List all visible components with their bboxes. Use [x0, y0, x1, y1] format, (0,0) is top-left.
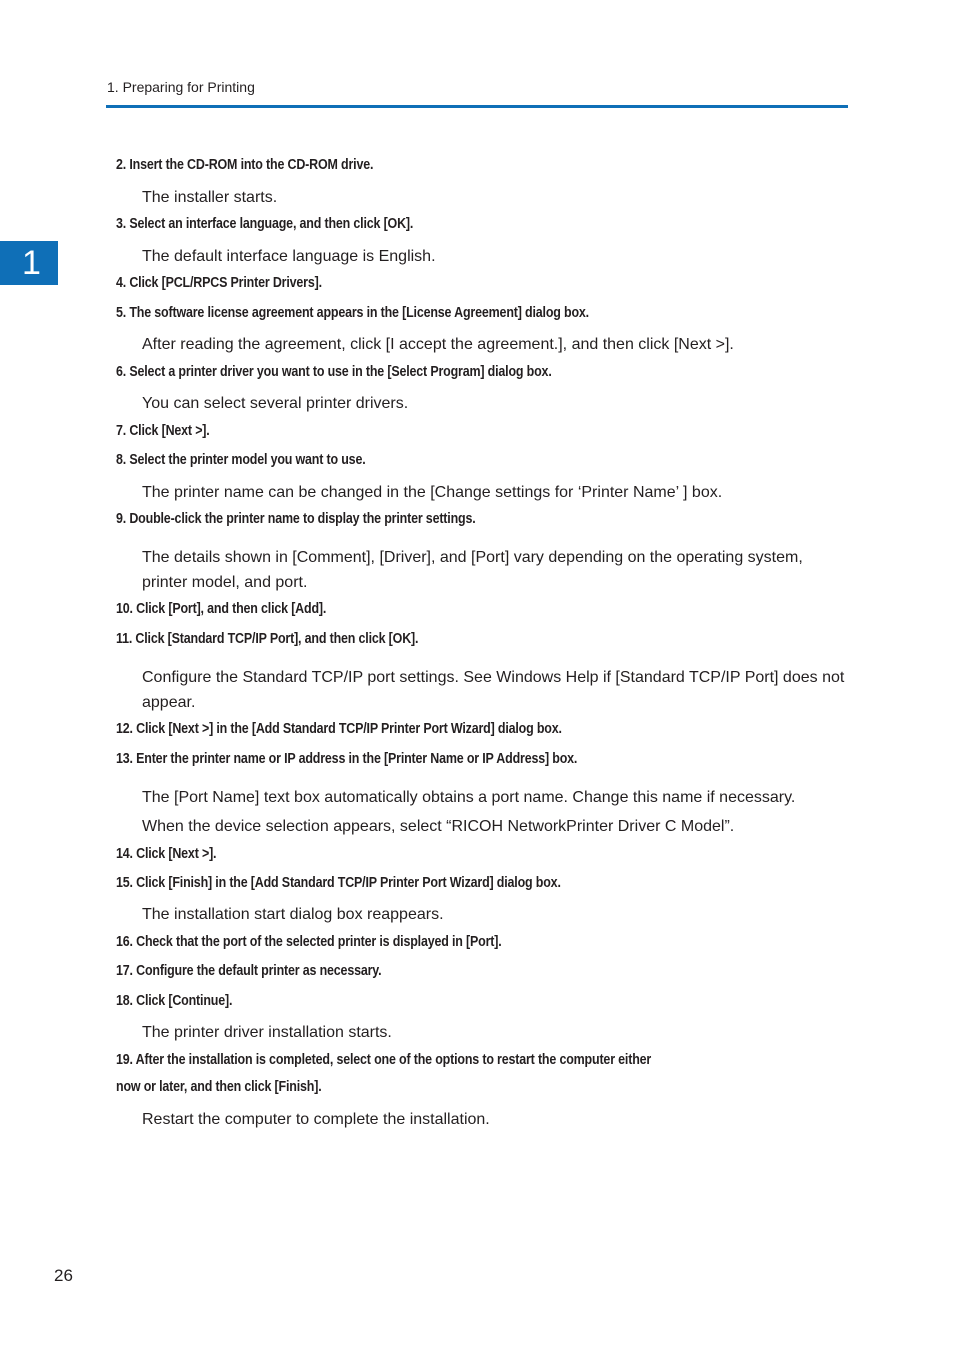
- step-13-description-1: The [Port Name] text box automatically obtains a port name. Change this name if necessary.: [142, 789, 796, 806]
- step-11: 11. Click [Standard TCP/IP Port], and then click [OK].: [116, 631, 419, 647]
- step-15: 15. Click [Finish] in the [Add Standard TCP/IP Printer Port Wizard] dialog box.: [116, 875, 561, 891]
- step-11-description: Configure the Standard TCP/IP port settings. See Windows Help if [Standard TCP/IP Port] does not appear.: [142, 669, 845, 711]
- step-7: 7. Click [Next >].: [116, 423, 210, 439]
- step-14: 14. Click [Next >].: [116, 846, 217, 862]
- step-3-description: The default interface language is English.: [142, 248, 436, 265]
- step-2: 2. Insert the CD-ROM into the CD-ROM drive.: [116, 157, 374, 173]
- page-number: 26: [54, 1266, 73, 1285]
- step-18-description: The printer driver installation starts.: [142, 1024, 392, 1041]
- step-5-description: After reading the agreement, click [I accept the agreement.], and then click [Next >].: [142, 336, 734, 353]
- step-6-description: You can select several printer drivers.: [142, 395, 409, 412]
- step-17: 17. Configure the default printer as necessary.: [116, 963, 382, 979]
- step-15-description: The installation start dialog box reappears.: [142, 906, 444, 923]
- header-rule: [106, 105, 848, 108]
- step-9-description: The details shown in [Comment], [Driver], and [Port] vary depending on the operating system, printer model, and port.: [142, 549, 803, 591]
- step-8: 8. Select the printer model you want to use.: [116, 452, 366, 468]
- step-3: 3. Select an interface language, and then click [OK].: [116, 216, 414, 232]
- step-9: 9. Double-click the printer name to display the printer settings.: [116, 511, 476, 527]
- step-19-description: Restart the computer to complete the installation.: [142, 1111, 490, 1128]
- step-19-line-2: now or later, and then click [Finish].: [116, 1079, 322, 1095]
- step-8-description: The printer name can be changed in the [Change settings for ‘Printer Name’ ] box.: [142, 484, 723, 501]
- step-12: 12. Click [Next >] in the [Add Standard TCP/IP Printer Port Wizard] dialog box.: [116, 721, 562, 737]
- step-4: 4. Click [PCL/RPCS Printer Drivers].: [116, 275, 322, 291]
- running-header: 1. Preparing for Printing: [107, 79, 255, 95]
- step-13-description-2: When the device selection appears, select “RICOH NetworkPrinter Driver C Model”.: [142, 818, 735, 835]
- step-19-line-1: 19. After the installation is completed, select one of the options to restart the computer either: [116, 1052, 652, 1068]
- step-13: 13. Enter the printer name or IP address in the [Printer Name or IP Address] box.: [116, 751, 578, 767]
- step-18: 18. Click [Continue].: [116, 993, 233, 1009]
- step-2-description: The installer starts.: [142, 189, 278, 206]
- chapter-tab: 1: [0, 241, 58, 285]
- step-5: 5. The software license agreement appears in the [License Agreement] dialog box.: [116, 305, 589, 321]
- step-10: 10. Click [Port], and then click [Add].: [116, 601, 327, 617]
- step-16: 16. Check that the port of the selected printer is displayed in [Port].: [116, 934, 502, 950]
- step-6: 6. Select a printer driver you want to use in the [Select Program] dialog box.: [116, 364, 552, 380]
